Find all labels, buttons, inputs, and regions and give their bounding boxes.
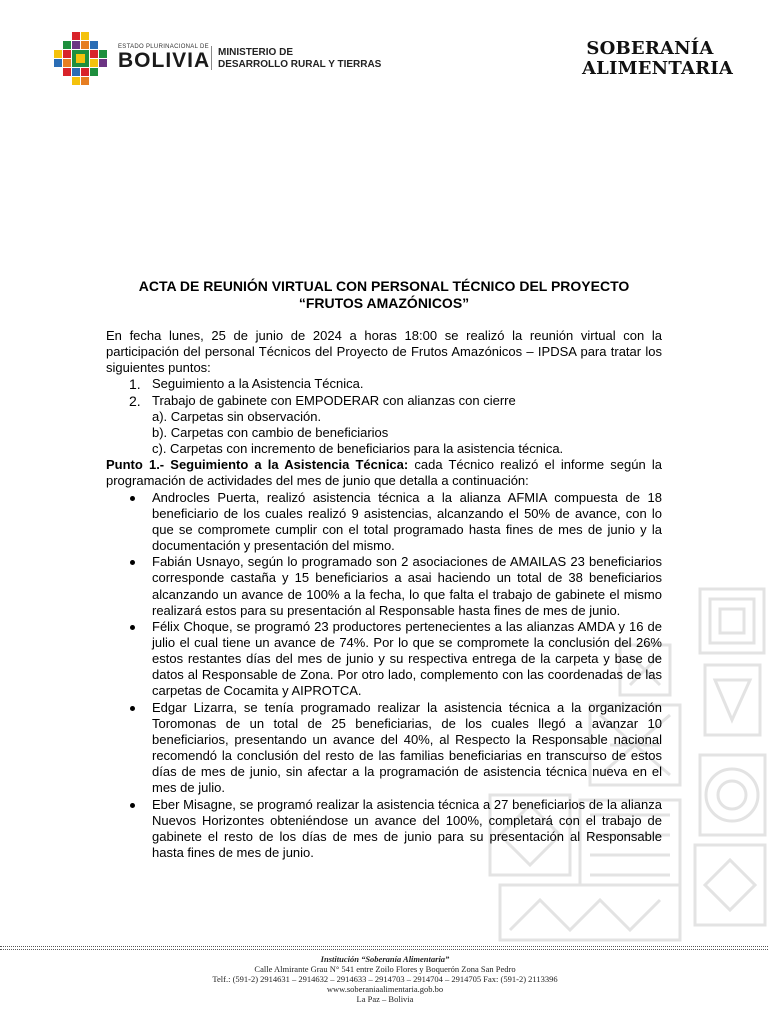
footer-phones: Telf.: (591-2) 2914631 – 2914632 – 2914633 – 2914703 – 2914704 – 2914705 Fax: (591-2) 2113396 xyxy=(212,974,558,984)
agenda-subitems xyxy=(106,409,662,457)
report-text: Edgar Lizarra, se tenía programado realizar la asistencia técnica a la organización Toromonas de un total de 25 beneficiarias, de los cuales llegó a avanzar 10 beneficiarios, presentando un avance del 40%, al Respecto la Responsable nacional recomendó la conclusión del resto de las familias beneficiarias en transcurso de estos días de mes de junio, sin afectar a la programación de asistencia técnica nueva en el mes de julio. xyxy=(152,699,662,796)
header-divider xyxy=(211,46,212,70)
logo-line-2: ALIMENTARIA xyxy=(582,58,734,79)
subitem: b). Carpetas con cambio de beneficiarios xyxy=(152,424,389,440)
agenda-text: Trabajo de gabinete con EMPODERAR con alianzas con cierre xyxy=(152,392,516,408)
technician-report-list xyxy=(106,490,662,862)
page-footer xyxy=(150,954,620,1004)
point1-heading: Punto 1.- Seguimiento a la Asistencia Técnica: xyxy=(106,457,409,473)
point1-paragraph xyxy=(106,457,662,489)
title-line-2: “FRUTOS AMAZÓNICOS” xyxy=(298,295,470,311)
subitem: a). Carpetas sin observación. xyxy=(152,408,322,424)
report-text: Eber Misagne, se programó realizar la asistencia técnica a 27 beneficiarios de la alianza Nuevos Horizontes obteniéndose un avance del 100%, completará con el trabajo de gabinete el resto de los días de mes de junio para su presentación al Responsable hasta fines de mes de junio. xyxy=(152,796,662,860)
report-text: Fabián Usnayo, según lo programado son 2 asociaciones de AMAILAS 23 beneficiarios corresponde castaña y 15 beneficiarios a asai haciendo un total de 38 beneficiarios alcanzando un avance de 100% a la fecha, lo que falta el trabajo de gabinete el mismo realizará estos para su presentación al Responsable hasta fines de mes de junio. xyxy=(152,554,662,618)
bolivia-seal-logo xyxy=(50,30,112,86)
agenda-text: Seguimiento a la Asistencia Técnica. xyxy=(152,376,364,392)
state-label: ESTADO PLURINACIONAL DE xyxy=(118,44,209,50)
bullet-icon xyxy=(130,560,135,565)
agenda-item xyxy=(106,393,662,409)
footer-divider xyxy=(0,946,768,947)
footer-website: www.soberaniaalimentaria.gob.bo xyxy=(326,984,444,994)
report-item xyxy=(106,490,662,555)
document-content xyxy=(106,328,662,861)
agenda-number: 2. xyxy=(129,392,141,409)
report-item xyxy=(106,554,662,619)
logo-line-1: SOBERANÍA xyxy=(586,38,714,59)
report-text: Félix Choque, se programó 23 productores pertenecientes a las alianzas AMDA y 16 de julio el cual tiene un avance de 74%. Por lo que se compromete la conclusión del 26% estos restantes días del mes de junio y su respectiva entrega de la carpeta y base de datos al Responsable de Zona. Por otro lado, complemento con las coordenadas de las carpetas de Cocamita y AIPROTCA. xyxy=(152,618,662,699)
bullet-icon xyxy=(130,706,135,711)
footer-divider xyxy=(0,949,768,950)
country-name: BOLIVIA xyxy=(118,49,211,72)
footer-address: Calle Almirante Grau N° 541 entre Zoilo Flores y Boquerón Zona San Pedro xyxy=(254,964,516,974)
point1-text: cada Técnico realizó el informe según la programación de actividades del mes de junio que detalla a continuación: xyxy=(106,457,662,489)
title-line-1: ACTA DE REUNIÓN VIRTUAL CON PERSONAL TÉCNICO DEL PROYECTO xyxy=(138,278,630,294)
agenda-item xyxy=(106,376,662,392)
soberania-alimentaria-logo xyxy=(582,38,734,79)
intro-paragraph: En fecha lunes, 25 de junio de 2024 a horas 18:00 se realizó la reunión virtual con la participación del personal Técnicos del Proyecto de Frutos Amazónicos – IPDSA para tratar los siguientes puntos: xyxy=(106,328,662,376)
report-item xyxy=(106,619,662,700)
bullet-icon xyxy=(130,625,135,630)
agenda-number: 1. xyxy=(129,376,141,393)
footer-institution: Institución “Soberanía Alimentaria” xyxy=(320,954,450,964)
bullet-icon xyxy=(130,496,135,501)
ministry-line-2: DESARROLLO RURAL Y TIERRAS xyxy=(218,59,382,70)
document-title xyxy=(106,278,662,312)
footer-city: La Paz – Bolivia xyxy=(356,994,414,1004)
ministry-line-1: MINISTERIO DE xyxy=(218,47,294,58)
report-item xyxy=(106,797,662,862)
report-item xyxy=(106,700,662,797)
subitem: c). Carpetas con incremento de beneficiarios para la asistencia técnica. xyxy=(152,441,564,457)
bullet-icon xyxy=(130,803,135,808)
government-logo-text xyxy=(118,44,210,71)
ministry-name xyxy=(218,47,381,71)
agenda-list xyxy=(106,376,662,408)
report-text: Androcles Puerta, realizó asistencia técnica a la alianza AFMIA compuesta de 18 beneficiario de los cuales realizó 9 asistencias, alcanzando el 50% de avance, con lo que se compromete cumplir con el total programado hasta fines de mes de junio y la documentación y presentación del mismo. xyxy=(152,489,662,554)
